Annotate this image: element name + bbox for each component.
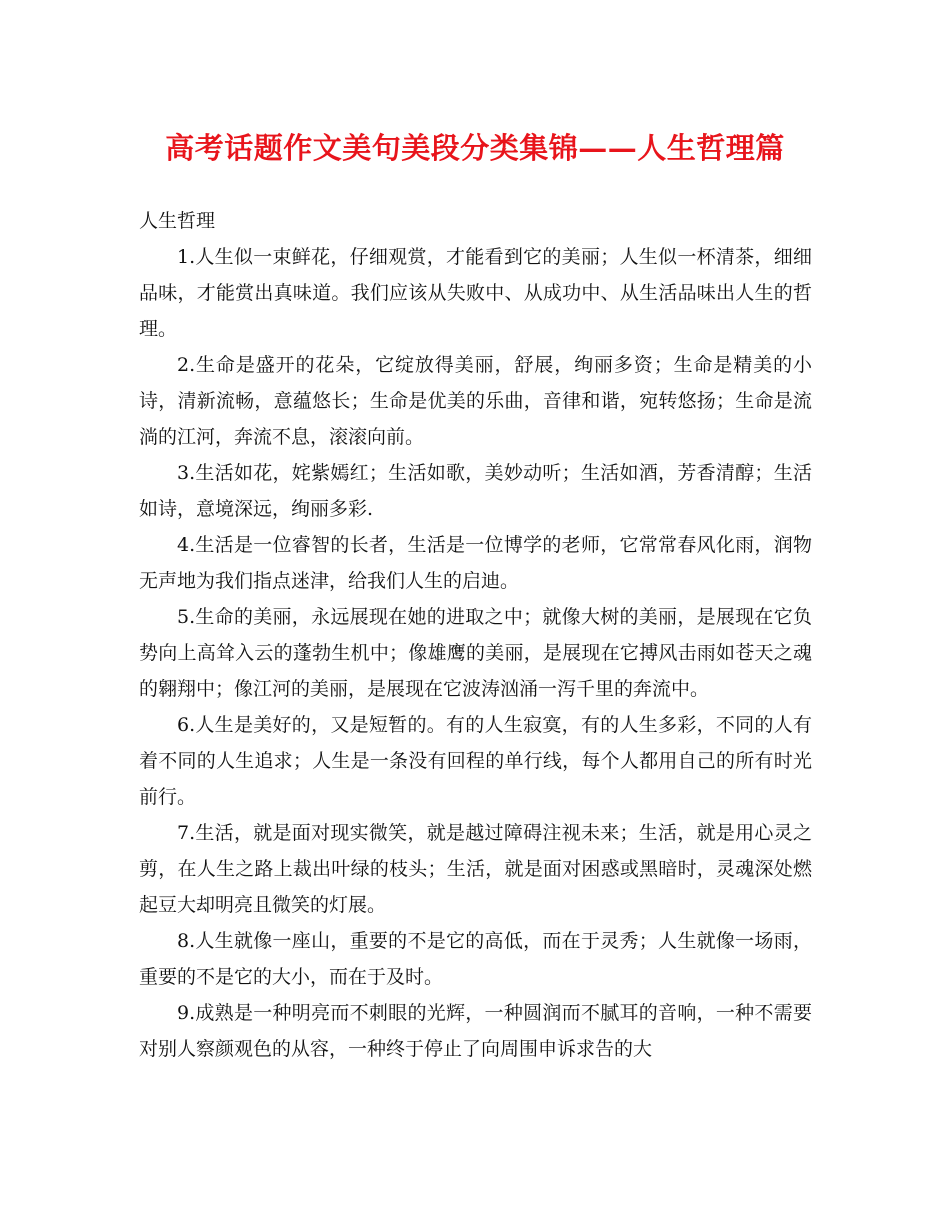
paragraph-1: 1.人生似一束鲜花，仔细观赏，才能看到它的美丽；人生似一杯清茶，细细品味，才能赏出真味道。我们应该从失败中、从成功中、从生活品味出人生的哲理。 (139, 246, 812, 340)
paragraph-6: 6.人生是美好的，又是短暂的。有的人生寂寞，有的人生多彩，不同的人有着不同的人生追求；人生是一条没有回程的单行线，每个人都用自己的所有时光前行。 (139, 714, 812, 808)
paragraph-9: 9.成熟是一种明亮而不刺眼的光辉，一种圆润而不腻耳的音响，一种不需要对别人察颜观色的从容，一种终于停止了向周围申诉求告的大 (139, 1002, 812, 1060)
paragraph-5: 5.生命的美丽，永远展现在她的进取之中；就像大树的美丽，是展现在它负势向上高耸入云的蓬勃生机中；像雄鹰的美丽，是展现在它搏风击雨如苍天之魂的翱翔中；像江河的美丽，是展现在它波涛汹涌一泻千里的奔流中。 (139, 606, 812, 700)
document-body (139, 203, 812, 1067)
section-label: 人生哲理 (139, 210, 216, 232)
paragraph-4: 4.生活是一位睿智的长者，生活是一位博学的老师，它常常春风化雨，润物无声地为我们指点迷津，给我们人生的启迪。 (139, 534, 812, 592)
paragraph-2: 2.生命是盛开的花朵，它绽放得美丽，舒展，绚丽多资；生命是精美的小诗，清新流畅，意蕴悠长；生命是优美的乐曲，音律和谐，宛转悠扬；生命是流淌的江河，奔流不息，滚滚向前。 (139, 354, 812, 448)
document-title: 高考话题作文美句美段分类集锦——人生哲理篇 (165, 131, 785, 165)
paragraph-3: 3.生活如花，姹紫嫣红；生活如歌，美妙动听；生活如酒，芳香清醇；生活如诗，意境深远，绚丽多彩. (139, 462, 812, 520)
paragraph-7: 7.生活，就是面对现实微笑，就是越过障碍注视未来；生活，就是用心灵之剪，在人生之路上裁出叶绿的枝头；生活，就是面对困惑或黑暗时，灵魂深处燃起豆大却明亮且微笑的灯展。 (139, 822, 812, 916)
paragraph-8: 8.人生就像一座山，重要的不是它的高低，而在于灵秀；人生就像一场雨，重要的不是它的大小，而在于及时。 (139, 930, 812, 988)
